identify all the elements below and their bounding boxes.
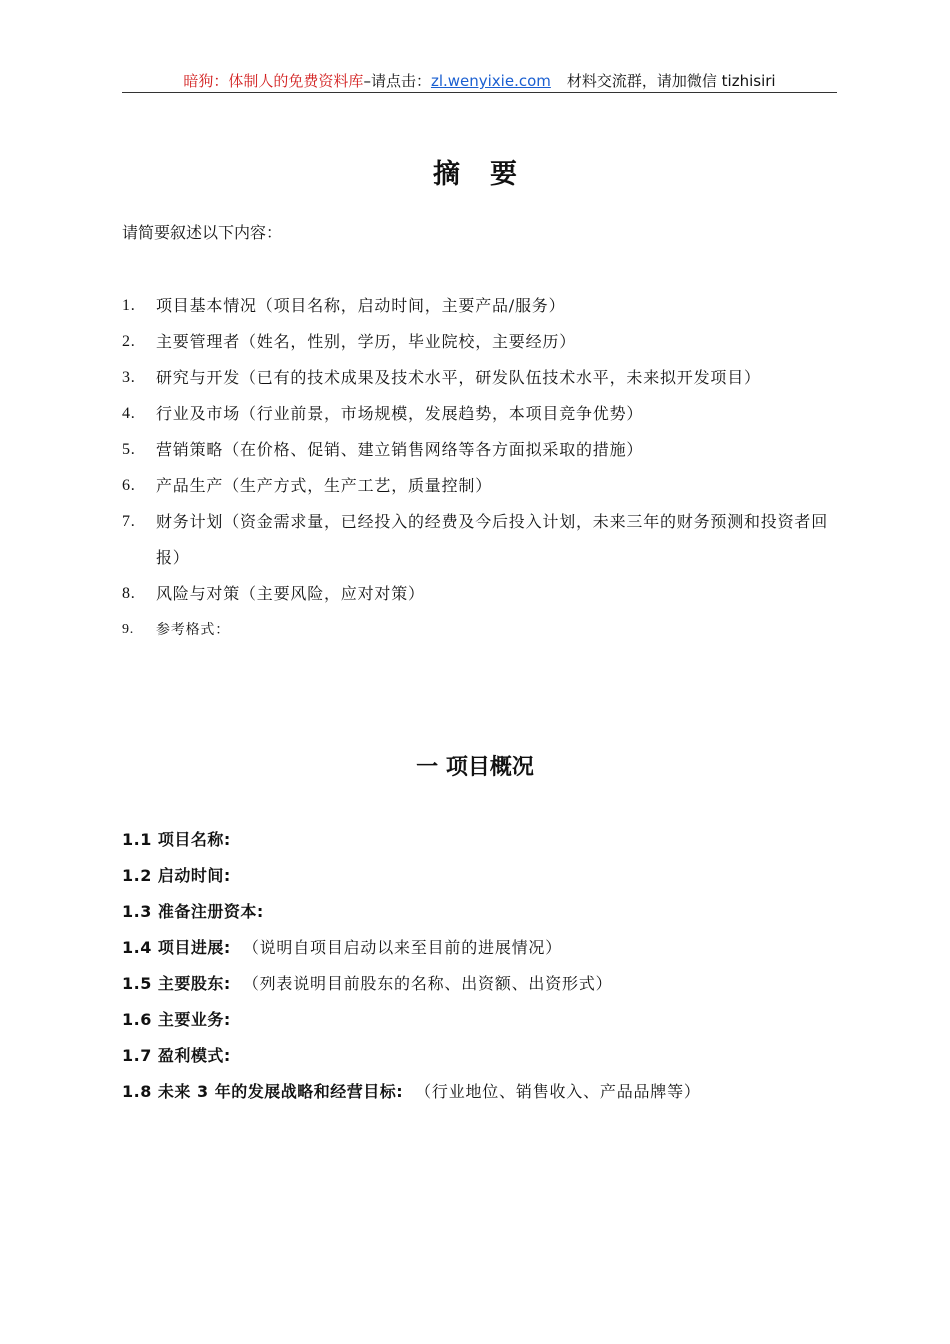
list-item-number: 7. bbox=[122, 513, 136, 530]
list-item-text: 主要管理者（姓名，性别，学历，毕业院校，主要经历） bbox=[156, 332, 577, 351]
header-wechat-text: 材料交流群，请加微信 tizhisiri bbox=[566, 72, 776, 90]
list-item-number: 1. bbox=[122, 297, 136, 314]
list-item bbox=[122, 468, 842, 504]
subsection-item bbox=[122, 966, 842, 1002]
list-item-text: 研究与开发（已有的技术成果及技术水平，研发队伍技术水平，未来拟开发项目） bbox=[156, 368, 761, 387]
list-item-text: 项目基本情况（项目名称，启动时间，主要产品/服务） bbox=[156, 296, 566, 315]
header-click-text: –请点击： bbox=[363, 72, 431, 90]
subsection-item bbox=[122, 858, 842, 894]
content-list bbox=[122, 288, 842, 648]
subsection-item bbox=[122, 1002, 842, 1038]
section-title: 一 项目概况 bbox=[416, 755, 534, 780]
list-item-text: 财务计划（资金需求量，已经投入的经费及今后投入计划，未来三年的财务预测和投资者回报） bbox=[156, 512, 829, 567]
subsection-item bbox=[122, 930, 842, 966]
page-title: 摘要 bbox=[433, 159, 547, 190]
list-item-number: 9. bbox=[122, 622, 135, 637]
list-item-number: 4. bbox=[122, 405, 136, 422]
list-item-text: 行业及市场（行业前景，市场规模，发展趋势，本项目竞争优势） bbox=[156, 404, 644, 423]
subsection-item bbox=[122, 1074, 842, 1110]
list-item-text: 营销策略（在价格、促销、建立销售网络等各方面拟采取的措施） bbox=[156, 440, 644, 459]
list-item-text: 风险与对策（主要风险，应对对策） bbox=[156, 584, 425, 603]
subsection-note bbox=[264, 902, 276, 921]
subsection-note: （说明自项目启动以来至目前的进展情况） bbox=[242, 938, 563, 957]
subsection-label: 1.6 主要业务: bbox=[122, 1010, 231, 1029]
header-link[interactable]: zl.wenyixie.com bbox=[430, 72, 551, 90]
subsection-label: 1.4 项目进展: bbox=[122, 938, 231, 957]
page-header bbox=[122, 70, 837, 93]
list-item bbox=[122, 504, 842, 576]
header-site-name: 暗狗：体制人的免费资料库 bbox=[183, 72, 364, 90]
subsection-label: 1.1 项目名称: bbox=[122, 830, 231, 849]
subsection-note bbox=[231, 1046, 243, 1065]
list-item-number: 5. bbox=[122, 441, 136, 458]
subsection-item bbox=[122, 1038, 842, 1074]
intro-text: 请简要叙述以下内容： bbox=[122, 223, 283, 242]
list-item-number: 8. bbox=[122, 585, 136, 602]
list-item bbox=[122, 576, 842, 612]
subsection-label: 1.8 未来 3 年的发展战略和经营目标: bbox=[122, 1082, 404, 1101]
list-item bbox=[122, 432, 842, 468]
list-item bbox=[122, 288, 842, 324]
list-item-number: 2. bbox=[122, 333, 136, 350]
subsection-label: 1.2 启动时间: bbox=[122, 866, 231, 885]
subsection-item bbox=[122, 822, 842, 858]
list-item bbox=[122, 612, 842, 648]
subsection-note: （列表说明目前股东的名称、出资额、出资形式） bbox=[242, 974, 613, 993]
list-item-number: 6. bbox=[122, 477, 136, 494]
subsection-list bbox=[122, 822, 842, 1110]
subsection-note bbox=[231, 866, 243, 885]
list-item-number: 3. bbox=[122, 369, 136, 386]
subsection-note: （行业地位、销售收入、产品品牌等） bbox=[415, 1082, 701, 1101]
list-item-text: 产品生产（生产方式，生产工艺，质量控制） bbox=[156, 476, 493, 495]
subsection-note bbox=[231, 830, 243, 849]
list-item-text: 参考格式： bbox=[156, 622, 230, 638]
subsection-label: 1.7 盈利模式: bbox=[122, 1046, 231, 1065]
subsection-label: 1.3 准备注册资本: bbox=[122, 902, 264, 921]
subsection-item bbox=[122, 894, 842, 930]
subsection-label: 1.5 主要股东: bbox=[122, 974, 231, 993]
list-item bbox=[122, 324, 842, 360]
subsection-note bbox=[231, 1010, 243, 1029]
list-item bbox=[122, 360, 842, 396]
list-item bbox=[122, 396, 842, 432]
